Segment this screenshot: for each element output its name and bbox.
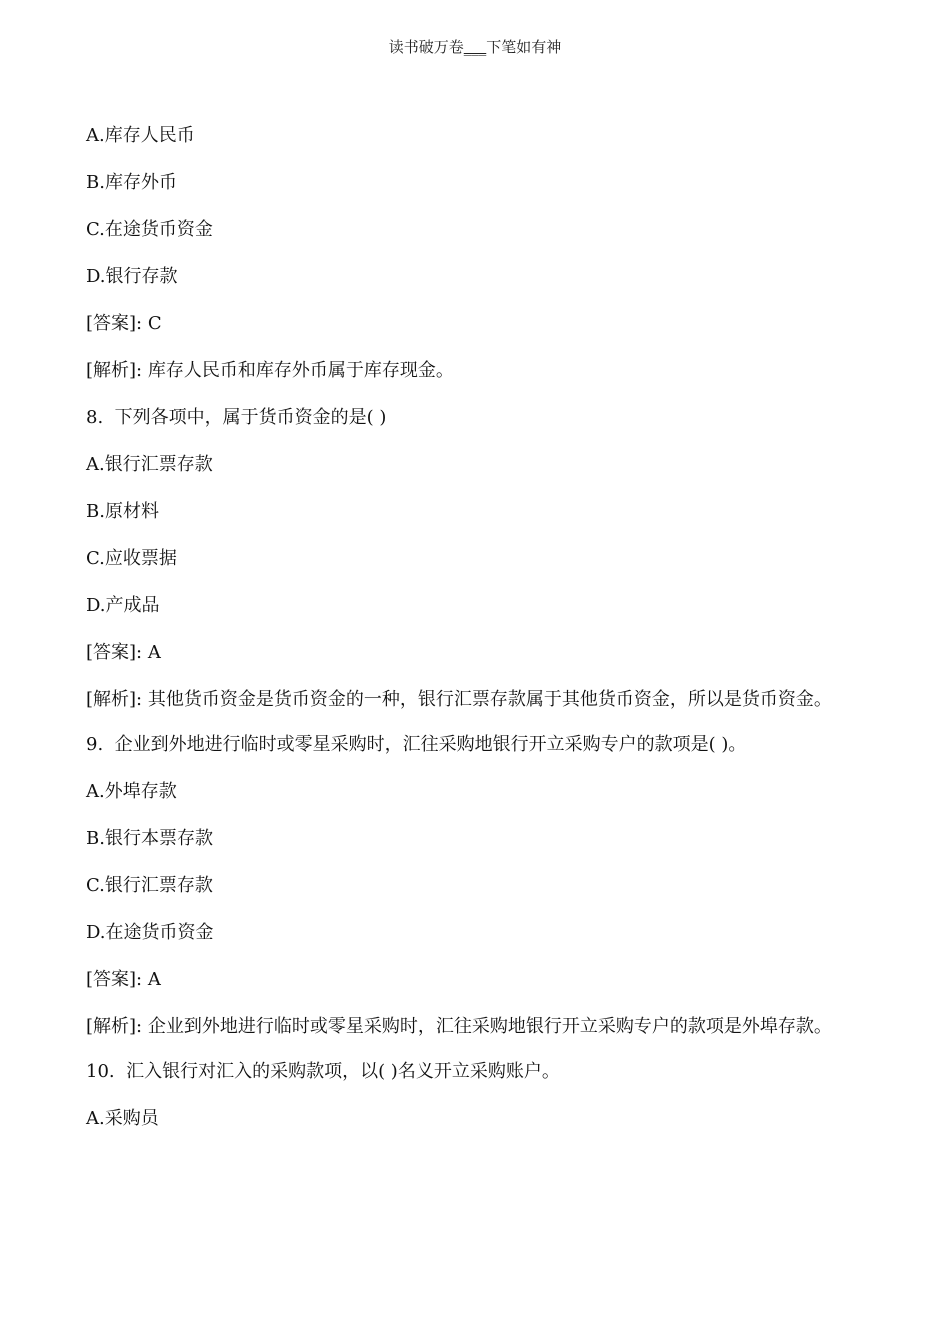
option-a: A.外埠存款 [86,781,177,802]
question-9: 9. 企业到外地进行临时或零星采购时，汇往采购地银行开立采购专户的款项是( )。 [86,734,747,755]
option-b: B.银行本票存款 [86,828,213,849]
option-d: D.产成品 [86,595,160,616]
answer: [答案]: A [86,969,161,990]
option-c: C.在途货币资金 [86,219,213,240]
option-c: C.应收票据 [86,548,177,569]
page-header [0,36,950,57]
option-b: B.库存外币 [86,172,177,193]
explanation: [解析]: 库存人民币和库存外币属于库存现金。 [86,360,454,381]
answer: [答案]: A [86,642,161,663]
header-right: 下笔如有神 [486,38,562,56]
option-d: D.在途货币资金 [86,922,214,943]
question-10: 10. 汇入银行对汇入的采购款项，以( )名义开立采购账户。 [86,1061,560,1082]
option-d: D.银行存款 [86,266,178,287]
option-a: A.库存人民币 [86,125,195,146]
option-a: A.采购员 [86,1108,159,1129]
option-b: B.原材料 [86,501,159,522]
explanation: [解析]: 其他货币资金是货币资金的一种，银行汇票存款属于其他货币资金，所以是货币资金。 [86,689,832,710]
explanation: [解析]: 企业到外地进行临时或零星采购时，汇往采购地银行开立采购专户的款项是外埠存款。 [86,1016,832,1037]
header-separator: ___ [463,38,487,56]
option-a: A.银行汇票存款 [86,454,213,475]
header-left: 读书破万卷 [388,38,464,56]
document-body [86,124,866,1154]
answer: [答案]: C [86,313,162,334]
option-c: C.银行汇票存款 [86,875,213,896]
question-8: 8. 下列各项中，属于货币资金的是( ) [86,407,387,428]
